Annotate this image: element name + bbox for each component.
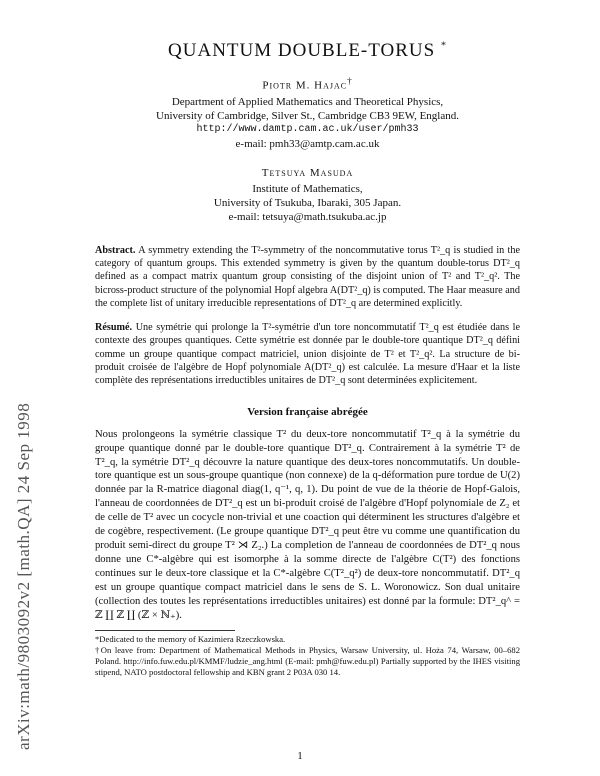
author-1-name xyxy=(95,76,520,92)
page-number: 1 xyxy=(297,750,303,762)
author-2-name: Tetsuya Masuda xyxy=(261,166,354,179)
arxiv-identifier: arXiv:math/9803092v2 [math.QA] 24 Sep 1998 xyxy=(14,402,33,750)
paper-page xyxy=(95,40,520,678)
resume-text: Une symétrie qui prolonge la T²-symétrie d'un tore noncommutatif T²_q est étudiée dans le contexte des groupes quantiques. Cette symétrie est donnée par le double-tore quantique DT²_q défini comme un groupe quantique compact matriciel, union disjointe de T² et T²_q². La structure de bi-produit croisée de l'algèbre de Hopf polynomiale A(DT²_q) est calculée. La mesure d'Haar et la liste complète des représentations irreductibles unitaires de DT²_q sont determinées explicitement. xyxy=(95,321,521,387)
email-line: e-mail: pmh33@amtp.cam.ac.uk xyxy=(235,137,380,150)
title-text: QUANTUM DOUBLE-TORUS xyxy=(168,40,436,61)
abstract-label: Abstract. xyxy=(95,244,136,256)
author-1-affiliation xyxy=(95,95,520,151)
homepage-link[interactable]: http://www.damtp.cam.ac.uk/user/pmh33 xyxy=(196,123,419,135)
title-footnote-mark: * xyxy=(440,40,447,52)
abstract xyxy=(95,244,520,311)
resume-label: Résumé. xyxy=(95,321,133,333)
section-heading: Version française abrégée xyxy=(247,405,368,418)
footnote-rule xyxy=(95,630,235,631)
abstract-text: A symmetry extending the T²-symmetry of the noncommutative torus T²_q is studied in the category of quantum groups. This extended symmetry is given by the quantum double-torus DT²_q defined as a compact matrix quantum group consisting of the disjoint union of T² and T²_q². The bicross-product structure of the polynomial Hopf algebra A(DT²_q) is computed. The Haar measure and the complete list of unitary irreducible representations of DT²_q are determined explicitly. xyxy=(95,244,520,310)
resume xyxy=(95,321,520,388)
footnote-dedication: *Dedicated to the memory of Kazimiera Rzeczkowska. xyxy=(95,634,286,645)
affiliation-line: Institute of Mathematics, xyxy=(252,182,363,195)
paper-title xyxy=(95,40,520,62)
affiliation-line: University of Cambridge, Silver St., Cambridge CB3 9EW, England. xyxy=(156,109,459,122)
author-1-mark: † xyxy=(347,76,353,86)
affiliation-line: University of Tsukuba, Ibaraki, 305 Japan. xyxy=(213,196,402,209)
email-line: e-mail: tetsuya@math.tsukuba.ac.jp xyxy=(228,210,387,223)
affiliation-line: Department of Applied Mathematics and Theoretical Physics, xyxy=(171,95,444,108)
body-paragraph: Nous prolongeons la symétrie classique T² du deux-tore noncommutatif T²_q à la symétrie du groupe quantique donné par le double-tore quantique DT²_q. Contrairement à la symétrie T² de T²_q, la symétrie DT²_q découvre la nature quantique des deux-tores noncommutatifs. Un double-tore quantique est un sous-groupe quantique (non connexe) de la q-déformation pure tordue de U(2) donnée par la R-matrice diagonal diag(1, q⁻¹, q, 1). Du point de vue de la théorie de Hopf-Galois, l'anneau de coordonnées de DT²_q est un bi-produit croisé de l'algèbre d'Hopf polynomiale de Z₂ et de celle de T² avec un cocycle non-trivial et une coaction qui déterminent les structures d'algèbre et de cogèbre, respectivement. (Le groupe quantique DT²_q peut être vu comme une quantification du produit semi-direct du groupe T² ⋊ Z₂.) La completion de l'anneau de coordonnées de DT²_q nous donne une C*-algèbre qui est isomorphe à la somme directe de l'algèbre C(T²) des fonctions continues sur le deux-tore classique et la C*-algèbre C(T²_q²) de deux-tore noncommutatif. DT²_q est un groupe quantique compact matriciel dans le sens de S. L. Woronowicz. Son dual unitaire (collection des toutes les représentations irreductibles unitaires) est donné par la formule: DT²_q^ = ℤ ∐ ℤ ∐ (ℤ × ℕ₊). xyxy=(95,428,520,621)
author-1-name-text: Piotr M. Hajac xyxy=(262,79,348,92)
footnote-author-leave: †On leave from: Department of Mathematical Methods in Physics, Warsaw University, ul. Hoża 74, Warsaw, 00–682 Poland. http://info.fuw.edu.pl/KMMF/ludzie_ang.html (E-mail: pmh@fuw.edu.pl) Partially supported by the IHES visiting stipend, NATO postdoctoral fellowship and KBN grant 2 P03A 030 14. xyxy=(95,645,520,678)
author-2-affiliation xyxy=(95,182,520,224)
